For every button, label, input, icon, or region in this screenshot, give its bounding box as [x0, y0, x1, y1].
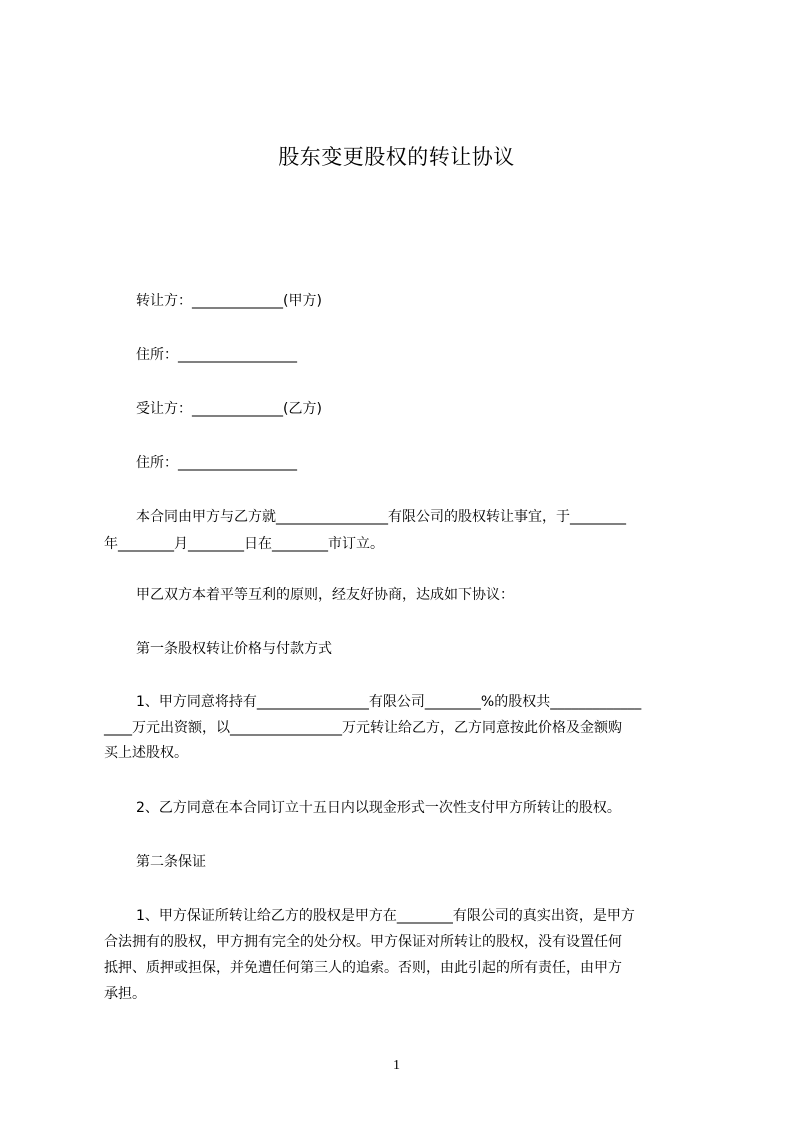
- article2-clause1-line4: 承担。: [104, 986, 146, 1002]
- article2-clause1-line2: 合法拥有的股权，甲方拥有完全的处分权。甲方保证对所转让的股权，没有设置任何: [104, 934, 622, 950]
- page-number: 1: [393, 1058, 400, 1073]
- article2-heading: 第二条保证: [136, 854, 206, 870]
- document-title: 股东变更股权的转让协议: [278, 145, 515, 169]
- principle-paragraph: 甲乙双方本着平等互利的原则，经友好协商，达成如下协议：: [136, 587, 514, 603]
- article1-clause1-line2: ____万元出资额，以________________万元转让给乙方，乙方同意按此价格及金额购: [104, 720, 622, 736]
- transferor-address-line: 住所：_________________: [136, 347, 297, 363]
- article2-clause1-line3: 抵押、质押或担保，并免遭任何第三人的追索。否则，由此引起的所有责任，由甲方: [104, 960, 622, 976]
- article1-clause2: 2、乙方同意在本合同订立十五日内以现金形式一次性支付甲方所转让的股权。: [136, 800, 621, 816]
- intro-paragraph-line2: 年________月________日在________市订立。: [104, 536, 384, 552]
- article1-heading: 第一条股权转让价格与付款方式: [136, 641, 332, 657]
- transferor-line: 转让方：_____________(甲方): [136, 293, 322, 309]
- article1-clause1-line3: 买上述股权。: [104, 745, 188, 761]
- article2-clause1-line1: 1、甲方保证所转让给乙方的股权是甲方在________有限公司的真实出资，是甲方: [136, 908, 635, 924]
- transferee-line: 受让方：_____________(乙方): [136, 401, 322, 417]
- intro-paragraph-line1: 本合同由甲方与乙方就________________有限公司的股权转让事宜，于________: [136, 509, 626, 525]
- transferee-address-line: 住所：_________________: [136, 455, 297, 471]
- article1-clause1-line1: 1、甲方同意将持有________________有限公司________%的股权共_____________: [136, 694, 642, 710]
